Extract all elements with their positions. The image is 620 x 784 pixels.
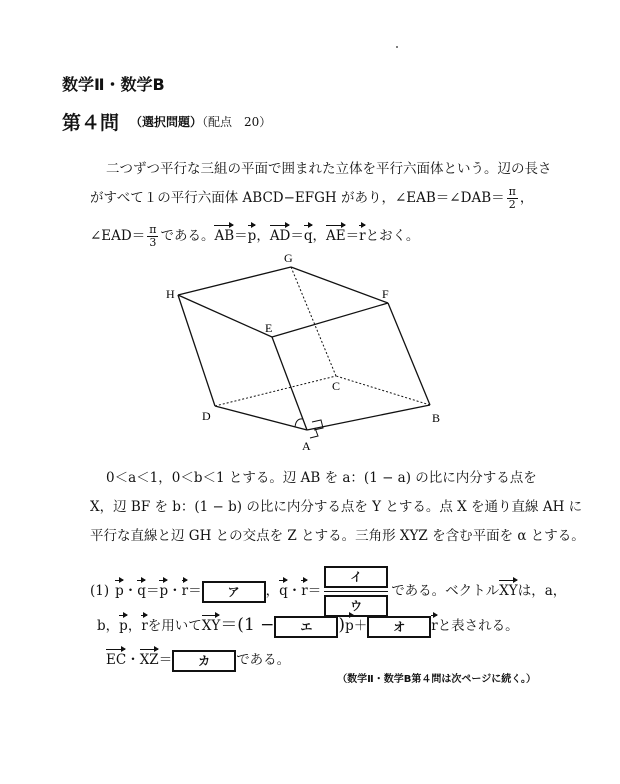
intro-line-1: 二つずつ平行な三組の平面で囲まれた立体を平行六面体という。辺の長さ [106,161,552,177]
equals-sign: ＝ [158,652,173,668]
edge-ab [307,405,430,430]
vector-r: r [301,577,307,599]
question-note [130,113,271,130]
open-expression: ＝(1 − [220,615,275,635]
answer-box-o[interactable]: オ [367,616,431,638]
dot-operator: ・ [123,583,138,599]
question-title: 第４問 [62,112,120,134]
conditions-line-2: X，辺 BF を b：(1 − b) の比に内分する点を Y とする。点 X を通り直線 AH に [90,499,583,515]
equals-sign: ＝ [188,583,202,599]
vector-ec: EC [106,646,126,668]
intro-line-3-tail: とおく。 [365,228,420,244]
intro-line-2 [90,186,533,211]
vector-r: r [359,222,365,244]
vector-r: r [431,612,437,634]
part1-line-2-text: b， [97,618,120,634]
comma: ， [127,618,142,634]
part1-line-2-text-b: を用いて [147,618,202,634]
comma: ， [312,228,327,244]
vector-p: p [248,222,257,244]
vector-xy: XY [202,612,221,634]
plus-sign: ＋ [353,618,368,634]
vector-q: q [304,222,313,244]
label-f: F [382,287,389,301]
equals-sign: ＝ [307,583,322,599]
part1-line-3-tail: である。 [236,652,291,668]
equals-sign: ＝ [290,228,304,244]
label-b: B [432,411,441,425]
intro-line-3-text: である。 [160,228,215,244]
question-choice-note: （選択問題） [130,115,203,129]
parallelepiped-figure [160,250,460,460]
fraction-numerator: π [508,185,516,198]
intro-line-3 [90,222,419,249]
part-number: (1) [90,583,110,599]
stray-dot [396,46,398,48]
answer-box-u[interactable]: ウ [324,595,388,617]
vector-r: r [182,577,188,599]
part1-text: である。ベクトル [391,583,500,599]
part1-line-2 [97,610,519,638]
equals-sign: ＝ [145,583,160,599]
label-c: C [332,379,341,393]
edge-gf [291,267,388,303]
label-h: H [166,287,175,301]
label-d: D [202,409,211,423]
continued-footnote: （数学Ⅱ・数学B第４問は次ページに続く。） [337,674,536,685]
edge-dc-hidden [215,376,336,406]
angle-arc-ead [295,419,303,427]
dot-operator: ・ [126,652,140,668]
edge-ad [215,406,307,430]
fraction-pi-over-2 [507,186,518,211]
edge-bf [388,303,430,405]
vector-ae: AE [326,222,346,244]
conditions-line-3: 平行な直線と辺 GH との交点を Z とする。三角形 XYZ を含む平面を α とする。 [90,528,585,544]
angle-ead: ∠EAD＝ [90,228,146,244]
equals-sign: ＝ [345,228,360,244]
intro-line-2-text: がすべて１の平行六面体 ABCD−EFGH があり，∠EAB＝∠DAB＝ [90,190,505,206]
comma: ， [256,228,270,244]
fraction-denominator: 3 [149,236,157,249]
vector-p: p [119,612,128,634]
edge-ef [272,303,388,337]
edge-gc-hidden [291,267,336,376]
conditions-line-1: 0＜a＜1，0＜b＜1 とする。辺 AB を a：(1 − a) の比に内分する点を [106,470,537,486]
label-e: E [265,321,273,335]
dot-operator: ・ [168,583,182,599]
edge-dh [178,295,215,406]
intro-line-2-comma: ， [519,190,534,206]
answer-box-i[interactable]: イ [324,566,388,588]
label-a: A [302,439,311,453]
fraction-pi-over-3 [147,224,158,249]
close-paren: ) [338,615,346,635]
edge-eh [178,295,272,337]
vector-xz: XZ [140,646,159,668]
vector-q: q [137,577,146,599]
vector-p: p [159,577,168,599]
answer-box-ka[interactable]: カ [172,650,236,672]
vector-xy: XY [499,577,518,599]
part1-line-3 [106,646,290,672]
vector-ad: AD [270,222,291,244]
edge-bc-hidden [336,376,430,405]
edge-ae [272,337,307,430]
part1-line-2-tail: と表される。 [437,618,519,634]
label-g: G [284,251,293,265]
comma: ， [265,583,280,599]
answer-box-a[interactable]: ア [202,581,266,603]
equals-sign: ＝ [234,228,248,244]
edge-hg [178,267,291,295]
fraction-denominator: 2 [508,198,516,211]
subject-header: 数学Ⅱ・数学B [62,75,165,94]
part1-text-b: は，a， [517,583,567,599]
dot-operator: ・ [287,583,302,599]
vector-q: q [279,577,288,599]
question-points-note: （配点 20） [202,115,272,129]
vector-r: r [141,612,147,634]
vector-ab: AB [214,222,234,244]
fraction-bar [324,591,388,592]
vector-p: p [115,577,124,599]
fraction-numerator: π [149,223,157,236]
vector-p: p [345,612,354,634]
answer-box-e[interactable]: エ [274,616,338,638]
